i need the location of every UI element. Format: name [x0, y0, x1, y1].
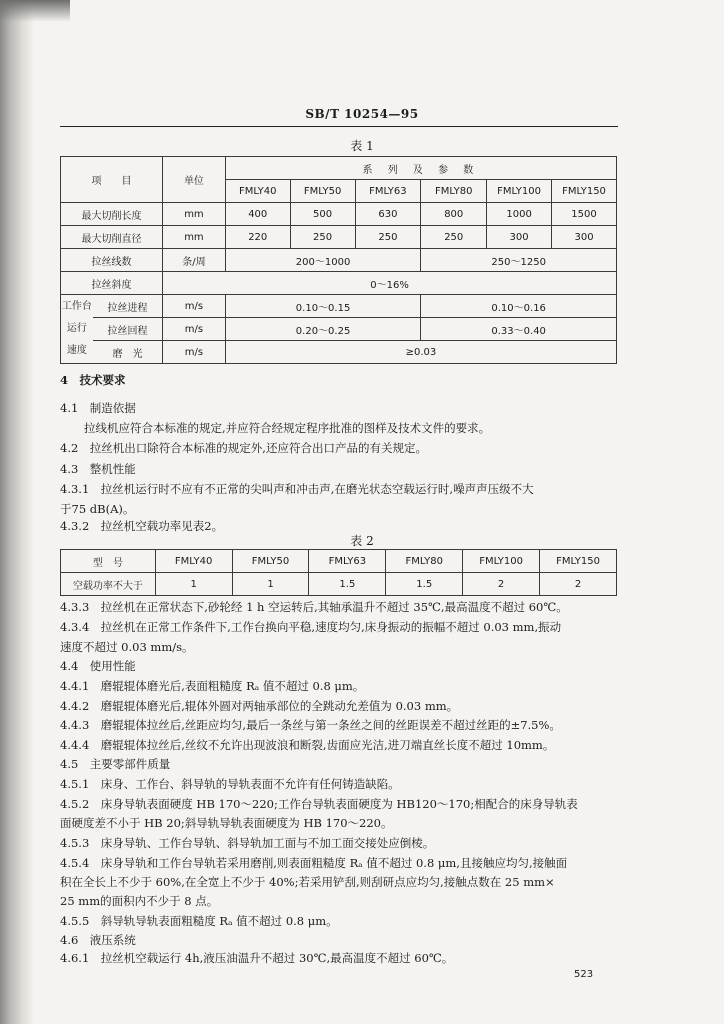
header-rule — [60, 126, 618, 127]
table1-caption: 表 1 — [350, 139, 374, 153]
value-cell: ≥0.03 — [225, 341, 616, 364]
clause-heading: 4.6 液压系统 — [60, 933, 136, 947]
value-cell: 0.10～0.15 — [225, 295, 421, 318]
value-cell: 800 — [421, 203, 487, 226]
table-row — [61, 295, 617, 318]
value-cell: 300 — [552, 226, 617, 249]
row-label: 磨 光 — [93, 341, 163, 364]
clause-text: 4.5.5 斜导轨导轨表面粗糙度 Rₐ 值不超过 0.8 μm。 — [60, 914, 338, 928]
value-cell: 2 — [540, 573, 617, 596]
value-cell: 250 — [355, 226, 421, 249]
row-unit: mm — [163, 203, 226, 226]
section-heading: 4 技术要求 — [60, 373, 126, 387]
clause-text: 4.4.4 磨辊辊体拉丝后,丝纹不允许出现波浪和断裂,齿面应光洁,进刀端直丝长度不超过 10mm。 — [60, 738, 555, 752]
row-unit: mm — [163, 226, 226, 249]
clause-heading: 4.4 使用性能 — [60, 659, 136, 673]
parameter-table — [60, 156, 617, 364]
value-cell: 0.33～0.40 — [421, 318, 617, 341]
value-cell: 1.5 — [309, 573, 386, 596]
value-cell: 400 — [225, 203, 290, 226]
table-row — [61, 318, 617, 341]
table-row — [61, 249, 617, 272]
value-cell: 500 — [290, 203, 355, 226]
model-cell: FMLY40 — [155, 550, 232, 573]
clause-text: 4.5.4 床身导轨和工作台导轨若采用磨削,则表面粗糙度 Rₐ 值不超过 0.8 μm,且接触应均匀,接触面 — [60, 856, 568, 870]
model-cell: FMLY63 — [309, 550, 386, 573]
clause-text: 拉线机应符合本标准的规定,并应符合经规定程序批准的图样及技术文件的要求。 — [84, 421, 491, 435]
row-unit: m/s — [163, 318, 226, 341]
clause-text: 4.3.4 拉丝机在正常工作条件下,工作台换向平稳,速度均匀,床身振动的振幅不超过 0.03 mm,振动 — [60, 620, 562, 634]
model-cell: FMLY80 — [386, 550, 463, 573]
clause-text: 面硬度差不小于 HB 20;斜导轨导轨表面硬度为 HB 170～220。 — [60, 816, 393, 830]
table-row — [61, 272, 617, 295]
value-cell: 1000 — [487, 203, 552, 226]
value-cell: 0～16% — [163, 272, 617, 295]
value-cell: 250～1250 — [421, 249, 617, 272]
clause-text: 4.5.2 床身导轨表面硬度 HB 170～220;工作台导轨表面硬度为 HB120～170;相配合的床身导轨表 — [60, 797, 578, 811]
value-cell: 250 — [290, 226, 355, 249]
model-cell: FMLY80 — [421, 180, 487, 203]
speed-group-line: 速度 — [66, 345, 87, 356]
row-label: 最大切削长度 — [61, 203, 163, 226]
value-cell: 0.10～0.16 — [421, 295, 617, 318]
value-cell: 1500 — [552, 203, 617, 226]
clause-text: 4.4.1 磨辊辊体磨光后,表面粗糙度 Rₐ 值不超过 0.8 μm。 — [60, 679, 365, 693]
clause-text: 速度不超过 0.03 mm/s。 — [60, 640, 194, 654]
power-table — [60, 549, 617, 596]
model-header: 型 号 — [61, 550, 156, 573]
value-cell: 1 — [232, 573, 309, 596]
clause-heading: 4.5 主要零部件质量 — [60, 757, 171, 771]
table2-caption: 表 2 — [350, 534, 374, 548]
standard-code: SB/T 10254—95 — [305, 107, 419, 121]
clause-text: 25 mm的面积内不少于 8 点。 — [60, 894, 219, 908]
value-cell: 220 — [225, 226, 290, 249]
table-row — [61, 341, 617, 364]
model-cell: FMLY40 — [225, 180, 290, 203]
clause-text: 4.4.3 磨辊辊体拉丝后,丝距应均匀,最后一条丝与第一条丝之间的丝距误差不超过丝距的±7.5%。 — [60, 718, 561, 732]
unit-header: 单位 — [163, 157, 226, 203]
clause-text: 积在全长上不少于 60%,在全宽上不少于 40%;若采用铲刮,则刮研点应均匀,接触点数在 25 mm× — [60, 875, 555, 889]
model-cell: FMLY150 — [552, 180, 617, 203]
clause-text: 4.5.3 床身导轨、工作台导轨、斜导轨加工面与不加工面交接处应倒棱。 — [60, 836, 435, 850]
model-cell: FMLY100 — [463, 550, 540, 573]
row-label: 拉丝进程 — [93, 295, 163, 318]
table-row — [61, 226, 617, 249]
value-cell: 250 — [421, 226, 487, 249]
row-unit: m/s — [163, 295, 226, 318]
model-row — [61, 550, 617, 573]
model-cell: FMLY50 — [290, 180, 355, 203]
row-label: 拉丝线数 — [61, 249, 163, 272]
scan-corner-shadow — [0, 0, 70, 22]
clause-text: 4.5.1 床身、工作台、斜导轨的导轨表面不允许有任何铸造缺陷。 — [60, 777, 400, 791]
value-cell: 300 — [487, 226, 552, 249]
speed-group-label — [61, 295, 93, 364]
row-label: 拉丝回程 — [93, 318, 163, 341]
item-header: 项 目 — [61, 157, 163, 203]
clause-text: 于75 dB(A)。 — [60, 502, 135, 516]
model-cell: FMLY50 — [232, 550, 309, 573]
clause-text: 4.4.2 磨辊辊体磨光后,辊体外圆对两轴承部位的全跳动允差值为 0.03 mm。 — [60, 699, 459, 713]
model-cell: FMLY63 — [355, 180, 421, 203]
value-cell: 2 — [463, 573, 540, 596]
clause-text: 4.3.3 拉丝机在正常状态下,砂轮经 1 h 空运转后,其轴承温升不超过 35℃,最高温度不超过 60℃。 — [60, 600, 568, 614]
value-cell: 1 — [155, 573, 232, 596]
series-header: 系 列 及 参 数 — [225, 157, 616, 180]
value-cell: 200～1000 — [225, 249, 421, 272]
model-cell: FMLY150 — [540, 550, 617, 573]
speed-group-line: 工作台 — [61, 301, 92, 312]
clause-heading: 4.3 整机性能 — [60, 462, 136, 476]
model-cell: FMLY100 — [487, 180, 552, 203]
value-cell: 0.20～0.25 — [225, 318, 421, 341]
row-unit: m/s — [163, 341, 226, 364]
table-row — [61, 203, 617, 226]
clause-text: 4.6.1 拉丝机空载运行 4h,液压油温升不超过 30℃,最高温度不超过 60℃。 — [60, 951, 454, 965]
row-label: 拉丝斜度 — [61, 272, 163, 295]
clause-text: 4.3.1 拉丝机运行时不应有不正常的尖叫声和冲击声,在磨光状态空载运行时,噪声声压级不大 — [60, 482, 534, 496]
row-label: 最大切削直径 — [61, 226, 163, 249]
speed-group-line: 运行 — [66, 323, 87, 334]
row-label: 空载功率不大于 — [61, 573, 156, 596]
value-cell: 1.5 — [386, 573, 463, 596]
clause-text: 4.3.2 拉丝机空载功率见表2。 — [60, 519, 224, 533]
clause-heading: 4.1 制造依据 — [60, 401, 136, 415]
value-cell: 630 — [355, 203, 421, 226]
clause-text: 4.2 拉丝机出口除符合本标准的规定外,还应符合出口产品的有关规定。 — [60, 441, 427, 455]
page-number: 523 — [574, 969, 594, 980]
table-row — [61, 573, 617, 596]
row-unit: 条/周 — [163, 249, 226, 272]
